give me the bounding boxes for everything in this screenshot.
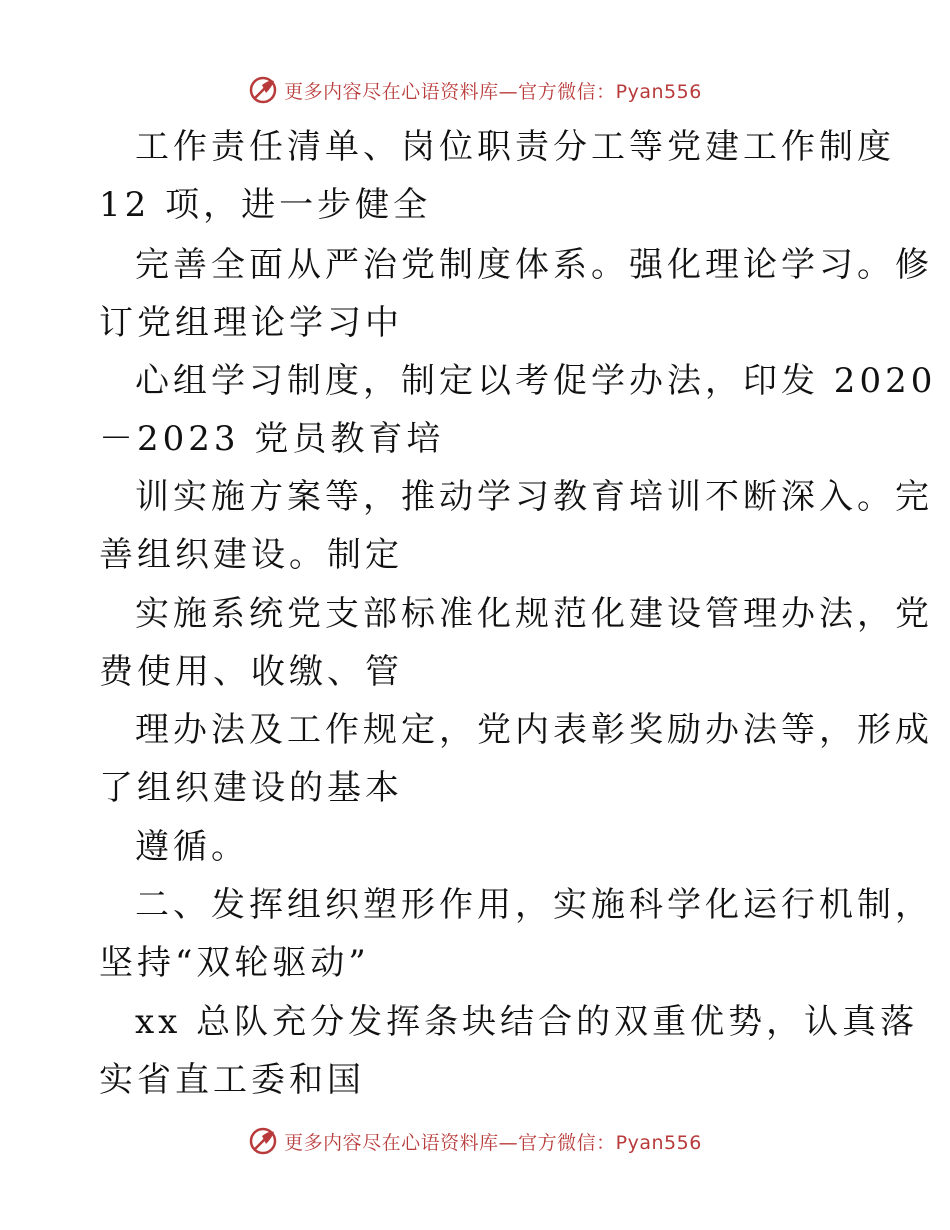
text-line: 理办法及工作规定，党内表彰奖励办法等，形成 [135, 710, 933, 750]
quill-logo-icon [248, 75, 278, 105]
text-line: 完善全面从严治党制度体系。强化理论学习。修 [135, 245, 933, 285]
text-line: 费使用、收缴、管 [99, 652, 403, 692]
text-line: 坚持“双轮驱动” [99, 943, 370, 983]
text-line: 实省直工委和国 [99, 1060, 365, 1100]
quill-logo-icon [248, 1126, 278, 1156]
header-watermark-text: 更多内容尽在心语资料库—官方微信：Pyan556 [284, 80, 702, 103]
text-line: －2023 党员教育培 [99, 419, 445, 459]
text-line: 二、发挥组织塑形作用，实施科学化运行机制， [135, 885, 933, 925]
text-line: 遵循。 [135, 827, 249, 867]
text-line: 工作责任清单、岗位职责分工等党建工作制度 [135, 127, 895, 167]
text-line: 实施系统党支部标准化规范化建设管理办法，党 [135, 594, 933, 634]
footer-watermark [0, 1121, 950, 1161]
text-line: 训实施方案等，推动学习教育培训不断深入。完 [135, 477, 933, 517]
text-line: 善组织建设。制定 [99, 535, 403, 575]
text-line: xx 总队充分发挥条块结合的双重优势，认真落 [135, 1002, 919, 1042]
text-line: 了组织建设的基本 [99, 768, 403, 808]
text-line: 心组学习制度，制定以考促学办法，印发 2020 [135, 361, 937, 401]
text-line: 12 项，进一步健全 [99, 185, 432, 225]
text-line: 订党组理论学习中 [99, 303, 403, 343]
footer-watermark-text: 更多内容尽在心语资料库—官方微信：Pyan556 [284, 1131, 702, 1154]
header-watermark [0, 70, 950, 110]
